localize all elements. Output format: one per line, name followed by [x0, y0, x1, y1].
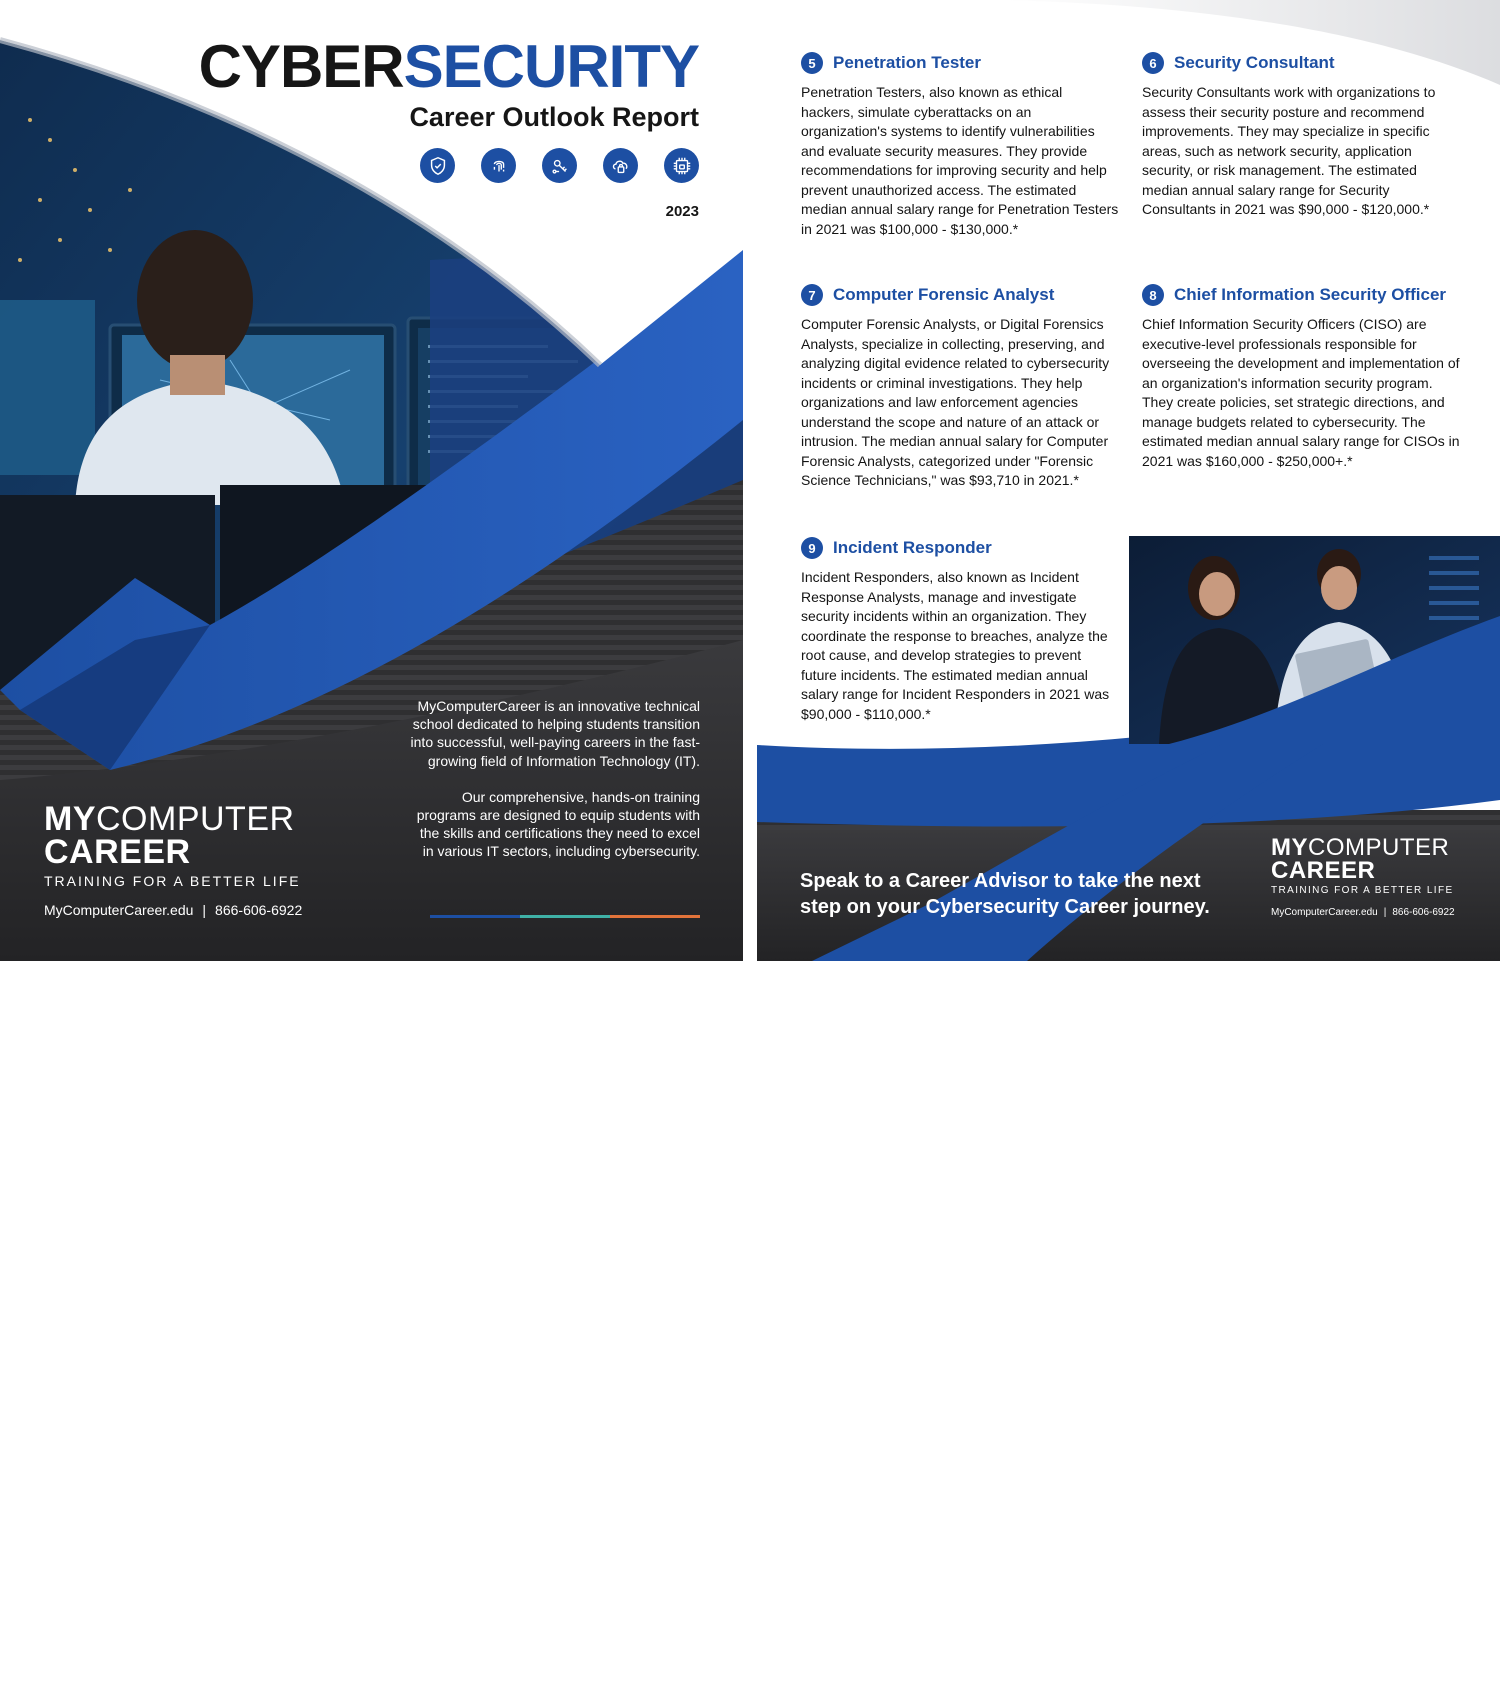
career-card-computer-forensic-analyst — [801, 284, 1119, 491]
team-photo — [1129, 536, 1500, 744]
career-description: Incident Responders, also known as Incident Response Analysts, manage and investigate security incidents within an organization. They coordinate the response to breaches, analyze the root cause, and develop strategies to prevent future incidents. The estimated median annual salary range for Incident Responders in 2021 was $90,000 - $110,000.* — [801, 569, 1110, 722]
cover-title-block — [199, 34, 699, 133]
logo-my: MY — [1271, 834, 1308, 861]
career-description: Chief Information Security Officers (CISO) are executive-level professionals responsible for overseeing the development and implementation of an organization's information security program. They create policies, set strategic directions, and manage budgets related to cybersecurity. The estimated median annual salary range for CISOs in 2021 was $160,000 - $250,000+.* — [1142, 316, 1460, 469]
brand-logo — [44, 800, 301, 889]
cover-page — [0, 0, 743, 961]
brand-logo — [1271, 836, 1454, 896]
logo-career: CAREER — [44, 833, 191, 871]
career-title: Security Consultant — [1174, 53, 1335, 72]
call-to-action — [800, 868, 1210, 920]
career-number-badge: 5 — [801, 52, 823, 74]
fingerprint-icon — [481, 148, 516, 183]
career-number-badge: 9 — [801, 537, 823, 559]
circuit-key-icon — [542, 148, 577, 183]
cover-year: 2023 — [665, 203, 699, 220]
career-description: Security Consultants work with organizations to assess their security posture and recommend improvements. They may specialize in specific areas, such as network security, application security, or risk management. The estimated median annual salary range for Security Consultants in 2021 was $90,000 - $120,000.* — [1142, 84, 1436, 217]
logo-computer: COMPUTER — [96, 800, 295, 838]
phone-number[interactable]: 866-606-6922 — [1392, 907, 1455, 918]
cta-line: Speak to a Career Advisor to take the next — [800, 870, 1201, 892]
logo-tagline: TRAINING FOR A BETTER LIFE — [1271, 885, 1454, 896]
career-description: Computer Forensic Analysts, or Digital Forensics Analysts, specialize in collecting, preserving, and analyzing digital evidence related to cybersecurity incidents or criminal investigations. They help organizations and law enforcement agencies understand the scope and nature of an attack or intrusion. The median annual salary for Computer Forensic Analysts, categorized under "Forensic Science Technicians," was $93,710 in 2021.* — [801, 316, 1110, 488]
accent-bar-orange — [610, 915, 700, 918]
cover-subtitle: Career Outlook Report — [409, 102, 699, 132]
career-number-badge: 6 — [1142, 52, 1164, 74]
website-link[interactable]: MyComputerCareer.edu — [1271, 907, 1378, 918]
career-card-ciso — [1142, 284, 1460, 471]
career-title: Chief Information Security Officer — [1174, 285, 1447, 304]
cover-blurb — [410, 697, 700, 861]
contact-line — [1271, 907, 1455, 918]
title-part-security: SECURITY — [403, 33, 699, 100]
cover-title — [199, 34, 699, 100]
career-title: Computer Forensic Analyst — [833, 285, 1055, 304]
logo-career: CAREER — [1271, 857, 1376, 884]
logo-computer: COMPUTER — [1308, 834, 1450, 861]
cover-icon-row — [420, 148, 699, 183]
career-description: Penetration Testers, also known as ethical hackers, simulate cyberattacks on an organization's systems to identify vulnerabilities and evaluate security measures. They provide recommendations for improving security and help prevent unauthorized access. The estimated median annual salary range for Penetration Testers in 2021 was $100,000 - $130,000.* — [801, 84, 1119, 237]
chip-lock-icon — [664, 148, 699, 183]
career-card-security-consultant — [1142, 52, 1460, 220]
title-part-cyber: CYBER — [198, 33, 404, 100]
shield-check-icon — [420, 148, 455, 183]
career-card-incident-responder — [801, 537, 1119, 724]
logo-my: MY — [44, 800, 96, 838]
contact-line — [44, 902, 302, 918]
career-title: Incident Responder — [833, 538, 992, 557]
phone-number[interactable]: 866-606-6922 — [215, 902, 303, 918]
accent-bar-blue — [430, 915, 520, 918]
accent-bar-teal — [520, 915, 610, 918]
contact-separator: | — [1383, 907, 1387, 918]
career-card-penetration-tester — [801, 52, 1119, 239]
website-link[interactable]: MyComputerCareer.edu — [44, 902, 194, 918]
blurb-paragraph: Our comprehensive, hands-on training programs are designed to equip students with the skills and certifications they need to excel in various IT sectors, including cybersecurity. — [416, 788, 700, 860]
career-number-badge: 7 — [801, 284, 823, 306]
blurb-paragraph: MyComputerCareer is an innovative technical school dedicated to helping students transition into successful, well-paying careers in the fast-growing field of Information Technology (IT). — [410, 698, 700, 769]
career-title: Penetration Tester — [833, 53, 982, 72]
accent-bar — [430, 915, 700, 918]
contact-separator: | — [202, 902, 207, 918]
cloud-lock-icon — [603, 148, 638, 183]
cta-line: step on your Cybersecurity Career journey. — [800, 896, 1210, 918]
logo-tagline: TRAINING FOR A BETTER LIFE — [44, 873, 301, 889]
career-number-badge: 8 — [1142, 284, 1164, 306]
careers-page — [757, 0, 1500, 961]
